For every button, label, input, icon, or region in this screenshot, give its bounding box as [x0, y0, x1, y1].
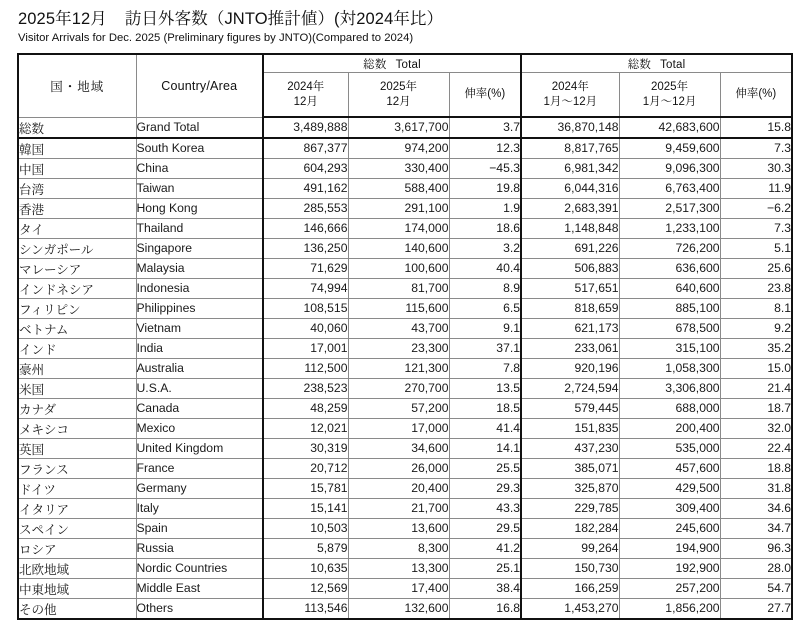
- table-row: [18, 158, 792, 178]
- cell-year-2024: 579,445: [521, 398, 619, 418]
- cell-year-growth: 30.3: [720, 158, 792, 178]
- table-header: [18, 54, 792, 117]
- cell-country-jp: シンガポール: [18, 238, 136, 258]
- cell-year-growth: 23.8: [720, 278, 792, 298]
- cell-year-2024: 1,148,848: [521, 218, 619, 238]
- header-col-month-2025-month: 12月: [386, 95, 411, 108]
- cell-month-2024: 71,629: [263, 258, 348, 278]
- cell-country-jp: 英国: [18, 438, 136, 458]
- cell-year-2025: 535,000: [619, 438, 720, 458]
- cell-year-growth: 21.4: [720, 378, 792, 398]
- cell-country-jp: メキシコ: [18, 418, 136, 438]
- header-col-year-growth-label: 伸率(%): [735, 88, 777, 100]
- cell-year-growth: 18.7: [720, 398, 792, 418]
- cell-month-growth: 25.1: [449, 558, 521, 578]
- header-col-year-2024-year: 2024年: [551, 80, 589, 93]
- cell-month-2025: 588,400: [348, 178, 449, 198]
- header-country-jp: 国・地域: [18, 54, 136, 117]
- cell-year-2025: 726,200: [619, 238, 720, 258]
- cell-month-2024: 108,515: [263, 298, 348, 318]
- cell-country-en: Russia: [136, 538, 263, 558]
- cell-month-2024: 48,259: [263, 398, 348, 418]
- cell-year-growth: 15.8: [720, 117, 792, 138]
- cell-country-en: Germany: [136, 478, 263, 498]
- cell-country-jp: ベトナム: [18, 318, 136, 338]
- cell-year-2024: 229,785: [521, 498, 619, 518]
- table-row: [18, 438, 792, 458]
- header-group-row: [18, 54, 792, 73]
- header-col-year-growth: [720, 73, 792, 118]
- cell-month-2025: 140,600: [348, 238, 449, 258]
- cell-month-2024: 285,553: [263, 198, 348, 218]
- table-row: [18, 338, 792, 358]
- page-title-period: 2025年12月: [18, 10, 107, 28]
- header-col-month-growth-label: 伸率(%): [464, 88, 506, 100]
- cell-year-2024: 166,259: [521, 578, 619, 598]
- cell-year-2024: 325,870: [521, 478, 619, 498]
- cell-month-2025: 17,000: [348, 418, 449, 438]
- cell-month-growth: 19.8: [449, 178, 521, 198]
- table-row: [18, 178, 792, 198]
- cell-month-growth: 29.3: [449, 478, 521, 498]
- cell-country-jp: タイ: [18, 218, 136, 238]
- table-row: [18, 198, 792, 218]
- cell-year-2024: 151,835: [521, 418, 619, 438]
- cell-year-growth: 11.9: [720, 178, 792, 198]
- cell-year-2024: 818,659: [521, 298, 619, 318]
- cell-month-2025: 21,700: [348, 498, 449, 518]
- cell-year-2024: 8,817,765: [521, 138, 619, 159]
- cell-month-2024: 136,250: [263, 238, 348, 258]
- header-group-yearly-jp: 総数: [627, 58, 652, 71]
- cell-country-jp: スペイン: [18, 518, 136, 538]
- cell-year-growth: 8.1: [720, 298, 792, 318]
- table-row: [18, 478, 792, 498]
- cell-month-2024: 238,523: [263, 378, 348, 398]
- cell-month-2024: 10,503: [263, 518, 348, 538]
- table-row: [18, 258, 792, 278]
- cell-year-2025: 688,000: [619, 398, 720, 418]
- cell-month-growth: 13.5: [449, 378, 521, 398]
- cell-month-2024: 12,569: [263, 578, 348, 598]
- cell-country-en: China: [136, 158, 263, 178]
- cell-month-2024: 40,060: [263, 318, 348, 338]
- cell-year-growth: 28.0: [720, 558, 792, 578]
- cell-country-en: Philippines: [136, 298, 263, 318]
- cell-country-en: Middle East: [136, 578, 263, 598]
- cell-month-2025: 8,300: [348, 538, 449, 558]
- cell-month-2024: 30,319: [263, 438, 348, 458]
- cell-year-2024: 233,061: [521, 338, 619, 358]
- cell-country-en: Malaysia: [136, 258, 263, 278]
- cell-year-2024: 150,730: [521, 558, 619, 578]
- cell-month-2025: 330,400: [348, 158, 449, 178]
- cell-month-2025: 81,700: [348, 278, 449, 298]
- cell-year-2025: 200,400: [619, 418, 720, 438]
- cell-year-2025: 257,200: [619, 578, 720, 598]
- cell-month-growth: 3.2: [449, 238, 521, 258]
- cell-country-jp: ロシア: [18, 538, 136, 558]
- cell-year-2025: 1,856,200: [619, 598, 720, 619]
- cell-month-2024: 491,162: [263, 178, 348, 198]
- header-col-year-2025-range: 1月～12月: [642, 95, 697, 108]
- table-row: [18, 518, 792, 538]
- cell-month-2024: 15,781: [263, 478, 348, 498]
- cell-country-jp: 韓国: [18, 138, 136, 159]
- cell-month-growth: 18.5: [449, 398, 521, 418]
- header-group-yearly-en: Total: [660, 58, 686, 71]
- cell-month-2025: 291,100: [348, 198, 449, 218]
- cell-month-2025: 17,400: [348, 578, 449, 598]
- header-group-monthly-en: Total: [395, 58, 421, 71]
- cell-year-2024: 385,071: [521, 458, 619, 478]
- cell-year-2025: 42,683,600: [619, 117, 720, 138]
- table-row: [18, 278, 792, 298]
- cell-month-2024: 146,666: [263, 218, 348, 238]
- cell-month-2025: 13,600: [348, 518, 449, 538]
- cell-month-2025: 20,400: [348, 478, 449, 498]
- table-row: [18, 238, 792, 258]
- cell-year-2024: 506,883: [521, 258, 619, 278]
- table-row: [18, 138, 792, 159]
- cell-year-growth: 34.6: [720, 498, 792, 518]
- header-country-en: Country/Area: [136, 54, 263, 117]
- header-group-monthly: [263, 54, 521, 73]
- cell-month-growth: 25.5: [449, 458, 521, 478]
- cell-year-growth: 7.3: [720, 138, 792, 159]
- cell-country-jp: マレーシア: [18, 258, 136, 278]
- cell-country-en: Nordic Countries: [136, 558, 263, 578]
- cell-year-2025: 6,763,400: [619, 178, 720, 198]
- header-col-month-growth: [449, 73, 521, 118]
- cell-year-2024: 517,651: [521, 278, 619, 298]
- cell-month-2025: 121,300: [348, 358, 449, 378]
- cell-month-2025: 270,700: [348, 378, 449, 398]
- cell-month-growth: 41.4: [449, 418, 521, 438]
- cell-month-2024: 867,377: [263, 138, 348, 159]
- cell-country-en: Vietnam: [136, 318, 263, 338]
- table-row: [18, 218, 792, 238]
- cell-month-growth: 40.4: [449, 258, 521, 278]
- cell-year-2025: 194,900: [619, 538, 720, 558]
- header-col-year-2024: [521, 73, 619, 118]
- cell-month-2024: 604,293: [263, 158, 348, 178]
- cell-year-2025: 1,233,100: [619, 218, 720, 238]
- header-group-monthly-jp: 総数: [363, 58, 387, 71]
- cell-year-2025: 9,096,300: [619, 158, 720, 178]
- page-title: [18, 9, 790, 30]
- cell-year-2024: 1,453,270: [521, 598, 619, 619]
- cell-year-growth: 54.7: [720, 578, 792, 598]
- cell-year-growth: 22.4: [720, 438, 792, 458]
- cell-month-2024: 12,021: [263, 418, 348, 438]
- cell-month-2025: 26,000: [348, 458, 449, 478]
- cell-month-growth: 6.5: [449, 298, 521, 318]
- cell-year-2025: 309,400: [619, 498, 720, 518]
- header-col-month-2024: [263, 73, 348, 118]
- header-col-month-2025: [348, 73, 449, 118]
- cell-month-2024: 15,141: [263, 498, 348, 518]
- table-row: [18, 458, 792, 478]
- cell-year-2025: 640,600: [619, 278, 720, 298]
- table-row: [18, 578, 792, 598]
- cell-year-2024: 99,264: [521, 538, 619, 558]
- header-col-year-2025-year: 2025年: [650, 80, 689, 93]
- cell-month-2025: 3,617,700: [348, 117, 449, 138]
- cell-month-growth: 41.2: [449, 538, 521, 558]
- cell-month-growth: 9.1: [449, 318, 521, 338]
- cell-month-2024: 3,489,888: [263, 117, 348, 138]
- cell-country-en: Spain: [136, 518, 263, 538]
- cell-country-jp: インド: [18, 338, 136, 358]
- cell-country-jp: その他: [18, 598, 136, 619]
- cell-country-en: Italy: [136, 498, 263, 518]
- cell-month-growth: 1.9: [449, 198, 521, 218]
- cell-year-2024: 691,226: [521, 238, 619, 258]
- cell-year-growth: 7.3: [720, 218, 792, 238]
- cell-year-2025: 9,459,600: [619, 138, 720, 159]
- cell-year-2024: 6,981,342: [521, 158, 619, 178]
- cell-year-growth: 35.2: [720, 338, 792, 358]
- cell-month-2024: 20,712: [263, 458, 348, 478]
- cell-year-growth: 9.2: [720, 318, 792, 338]
- table-row: [18, 298, 792, 318]
- cell-month-2025: 13,300: [348, 558, 449, 578]
- table-row: [18, 117, 792, 138]
- header-col-year-2025: [619, 73, 720, 118]
- cell-month-growth: 18.6: [449, 218, 521, 238]
- page-subtitle: Visitor Arrivals for Dec. 2025 (Preliminary figures by JNTO)(Compared to 2024): [18, 32, 414, 44]
- cell-month-growth: −45.3: [449, 158, 521, 178]
- cell-year-2025: 3,306,800: [619, 378, 720, 398]
- cell-year-2024: 182,284: [521, 518, 619, 538]
- cell-month-growth: 38.4: [449, 578, 521, 598]
- table-row: [18, 378, 792, 398]
- cell-year-growth: 25.6: [720, 258, 792, 278]
- cell-month-growth: 7.8: [449, 358, 521, 378]
- cell-year-2025: 636,600: [619, 258, 720, 278]
- table-row: [18, 318, 792, 338]
- cell-country-jp: インドネシア: [18, 278, 136, 298]
- cell-year-growth: 32.0: [720, 418, 792, 438]
- cell-country-en: South Korea: [136, 138, 263, 159]
- visitor-arrivals-table: [17, 53, 793, 620]
- cell-month-growth: 43.3: [449, 498, 521, 518]
- cell-country-en: Hong Kong: [136, 198, 263, 218]
- cell-country-jp: 豪州: [18, 358, 136, 378]
- header-col-month-2024-year: 2024年: [287, 80, 325, 93]
- table-row: [18, 498, 792, 518]
- cell-month-2025: 34,600: [348, 438, 449, 458]
- cell-country-en: Indonesia: [136, 278, 263, 298]
- cell-year-2024: 36,870,148: [521, 117, 619, 138]
- cell-month-growth: 37.1: [449, 338, 521, 358]
- cell-month-growth: 3.7: [449, 117, 521, 138]
- cell-year-2024: 2,724,594: [521, 378, 619, 398]
- cell-month-2025: 115,600: [348, 298, 449, 318]
- cell-year-growth: −6.2: [720, 198, 792, 218]
- cell-year-2025: 192,900: [619, 558, 720, 578]
- cell-country-jp: フランス: [18, 458, 136, 478]
- cell-year-growth: 27.7: [720, 598, 792, 619]
- page-title-text: 訪日外客数（JNTO推計値）(対2024年比）: [124, 10, 444, 28]
- cell-month-2024: 74,994: [263, 278, 348, 298]
- cell-year-2025: 2,517,300: [619, 198, 720, 218]
- cell-month-2025: 974,200: [348, 138, 449, 159]
- cell-year-2024: 920,196: [521, 358, 619, 378]
- cell-country-jp: 中東地域: [18, 578, 136, 598]
- header-col-year-2024-range: 1月～12月: [543, 95, 598, 108]
- cell-year-growth: 18.8: [720, 458, 792, 478]
- cell-country-en: Singapore: [136, 238, 263, 258]
- cell-month-growth: 16.8: [449, 598, 521, 619]
- cell-country-en: Grand Total: [136, 117, 263, 138]
- cell-country-jp: ドイツ: [18, 478, 136, 498]
- table-row: [18, 418, 792, 438]
- cell-country-en: U.S.A.: [136, 378, 263, 398]
- cell-country-jp: 香港: [18, 198, 136, 218]
- cell-country-jp: 米国: [18, 378, 136, 398]
- cell-year-2025: 885,100: [619, 298, 720, 318]
- cell-month-growth: 14.1: [449, 438, 521, 458]
- cell-year-2025: 429,500: [619, 478, 720, 498]
- cell-month-growth: 8.9: [449, 278, 521, 298]
- cell-country-jp: フィリピン: [18, 298, 136, 318]
- cell-year-growth: 15.0: [720, 358, 792, 378]
- cell-country-jp: 北欧地域: [18, 558, 136, 578]
- cell-month-2025: 174,000: [348, 218, 449, 238]
- cell-month-2024: 5,879: [263, 538, 348, 558]
- cell-year-2024: 621,173: [521, 318, 619, 338]
- cell-year-growth: 31.8: [720, 478, 792, 498]
- cell-year-2025: 678,500: [619, 318, 720, 338]
- title-block: [18, 9, 790, 46]
- cell-year-2025: 245,600: [619, 518, 720, 538]
- cell-month-2025: 132,600: [348, 598, 449, 619]
- cell-country-en: Thailand: [136, 218, 263, 238]
- cell-country-en: France: [136, 458, 263, 478]
- cell-year-growth: 96.3: [720, 538, 792, 558]
- cell-month-2025: 57,200: [348, 398, 449, 418]
- table-row: [18, 558, 792, 578]
- cell-month-2024: 17,001: [263, 338, 348, 358]
- cell-country-en: United Kingdom: [136, 438, 263, 458]
- cell-country-jp: 総数: [18, 117, 136, 138]
- cell-year-growth: 34.7: [720, 518, 792, 538]
- cell-country-jp: 台湾: [18, 178, 136, 198]
- cell-month-2024: 113,546: [263, 598, 348, 619]
- table-body: [18, 117, 792, 619]
- cell-year-2024: 2,683,391: [521, 198, 619, 218]
- cell-country-jp: 中国: [18, 158, 136, 178]
- table-row: [18, 598, 792, 619]
- cell-year-2025: 315,100: [619, 338, 720, 358]
- cell-year-2024: 6,044,316: [521, 178, 619, 198]
- header-col-month-2025-year: 2025年: [379, 80, 418, 93]
- cell-month-2024: 10,635: [263, 558, 348, 578]
- table-row: [18, 538, 792, 558]
- cell-country-en: India: [136, 338, 263, 358]
- header-col-month-2024-month: 12月: [293, 95, 318, 108]
- cell-year-2025: 1,058,300: [619, 358, 720, 378]
- cell-country-en: Australia: [136, 358, 263, 378]
- cell-month-2024: 112,500: [263, 358, 348, 378]
- table-row: [18, 398, 792, 418]
- cell-month-2025: 100,600: [348, 258, 449, 278]
- cell-month-2025: 23,300: [348, 338, 449, 358]
- cell-country-jp: イタリア: [18, 498, 136, 518]
- cell-month-growth: 12.3: [449, 138, 521, 159]
- table-row: [18, 358, 792, 378]
- cell-country-en: Taiwan: [136, 178, 263, 198]
- cell-year-2024: 437,230: [521, 438, 619, 458]
- header-group-yearly: [521, 54, 792, 73]
- cell-country-jp: カナダ: [18, 398, 136, 418]
- cell-country-en: Mexico: [136, 418, 263, 438]
- cell-month-2025: 43,700: [348, 318, 449, 338]
- cell-country-en: Canada: [136, 398, 263, 418]
- cell-year-2025: 457,600: [619, 458, 720, 478]
- cell-year-growth: 5.1: [720, 238, 792, 258]
- cell-country-en: Others: [136, 598, 263, 619]
- cell-month-growth: 29.5: [449, 518, 521, 538]
